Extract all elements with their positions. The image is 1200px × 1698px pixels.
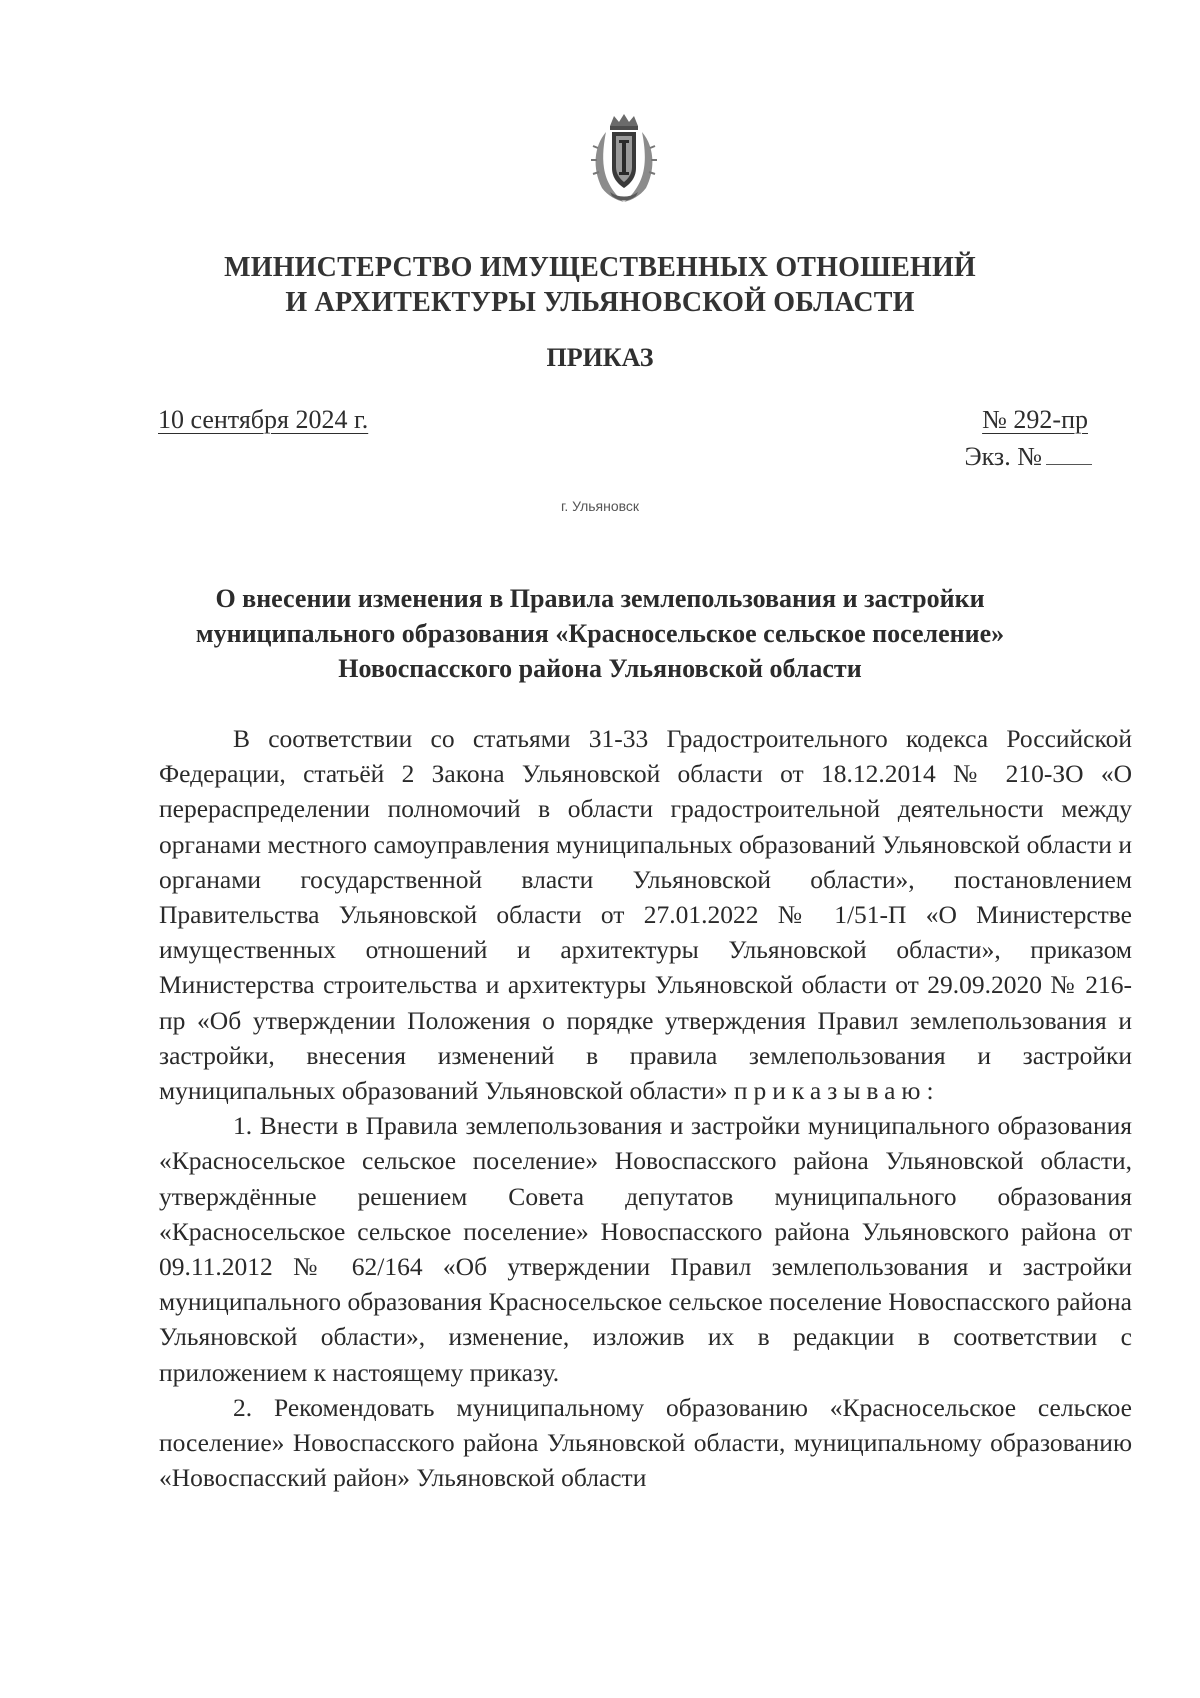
copy-number — [964, 441, 1092, 473]
copy-number-label: Экз. № — [964, 442, 1042, 471]
body-paragraph-item-1: 1. Внести в Правила землепользования и застройки муниципального образования «Красносельское сельское поселение» Новоспасского района Ульяновской области, утверждённые решением Совета депутатов муниципального образования «Красносельское сельское поселение» Новоспасского района Ульяновского района от 09.11.2012 № 62/164 «Об утверждении Правил землепользования и застройки муниципального образования Красносельское сельское поселение Новоспасского района Ульяновской области», изменение, изложив их в редакции в соответствии с приложением к настоящему приказу. — [159, 1111, 1132, 1387]
ministry-name-line-2: И АРХИТЕКТУРЫ УЛЬЯНОВСКОЙ ОБЛАСТИ — [285, 287, 915, 318]
order-word: приказываю: — [733, 1076, 940, 1106]
issue-city: г. Ульяновск — [560, 498, 640, 514]
order-date: 10 сентября 2024 г. — [158, 405, 369, 434]
body-paragraph-preamble — [159, 721, 1132, 1108]
order-subject-line-3: Новоспасского района Ульяновской области — [338, 654, 862, 683]
ministry-name — [160, 250, 1040, 320]
order-subject-line-1: О внесении изменения в Правила землепользования и застройки — [215, 584, 985, 613]
preamble-text: В соответствии со статьями 31-33 Градостроительного кодекса Российской Федерации, статьёй 2 Закона Ульяновской области от 18.12.2014 № 210-ЗО «О перераспределении полномочий в области градостроительной деятельности между органами местного самоуправления муниципальных образований Ульяновской области и органами государственной власти Ульяновской области», постановлением Правительства Ульяновской области от 27.01.2022 № 1/51-П «О Министерстве имущественных отношений и архитектуры Ульяновской области», приказом Министерства строительства и архитектуры Ульяновской области от 29.09.2020 № 216-пр «Об утверждении Положения о порядке утверждения Правил землепользования и застройки, внесения изменений в правила землепользования и застройки муниципальных образований Ульяновской области» — [159, 724, 1132, 1106]
ministry-name-line-1: МИНИСТЕРСТВО ИМУЩЕСТВЕННЫХ ОТНОШЕНИЙ — [224, 252, 976, 283]
order-number: № 292-пр — [982, 405, 1088, 434]
document-type-title: ПРИКАЗ — [546, 343, 654, 372]
coat-of-arms-icon — [588, 112, 660, 206]
body-paragraph-item-2: 2. Рекомендовать муниципальному образованию «Красносельское сельское поселение» Новоспасского района Ульяновской области, муниципальному образованию «Новоспасский район» Ульяновской области — [159, 1392, 1132, 1493]
order-body — [159, 721, 1132, 1495]
order-subject-line-2: муниципального образования «Красносельское сельское поселение» — [195, 619, 1005, 648]
copy-number-blank — [1046, 442, 1092, 465]
order-subject — [160, 581, 1040, 686]
